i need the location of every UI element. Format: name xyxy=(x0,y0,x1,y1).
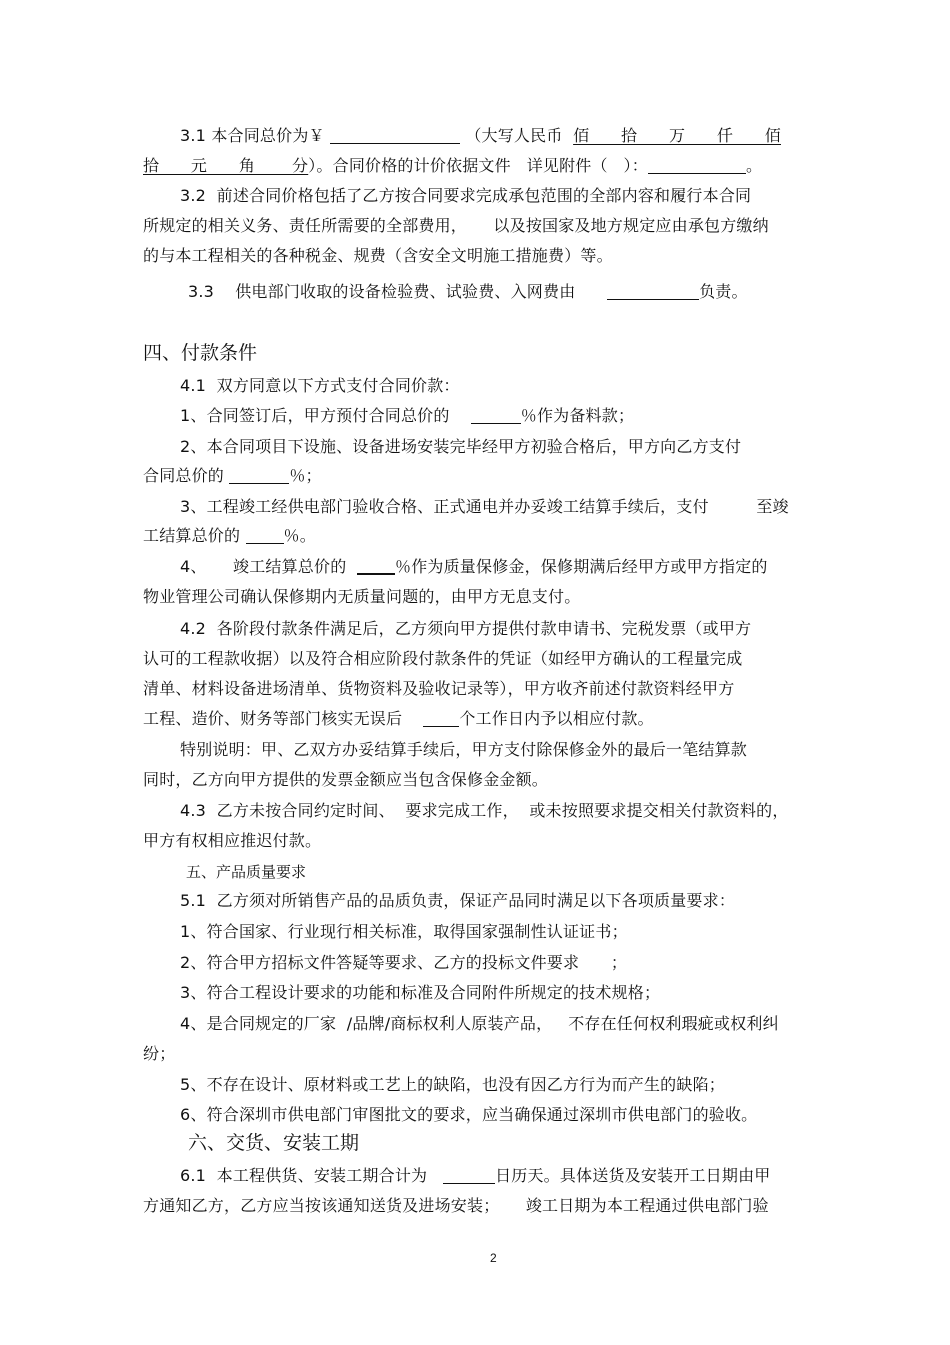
clause-4-1: 4.1 双方同意以下方式支付合同价款： xyxy=(180,376,460,395)
clause-3-1-line-2 xyxy=(143,156,762,176)
item-4-1-4-line-1 xyxy=(180,557,768,577)
text: ）。合同价格的计价依据文件 详见附件（ ）： xyxy=(308,156,648,175)
text: 3、工程竣工经供电部门验收合格、正式通电并办妥竣工结算手续后，支付 xyxy=(180,497,709,516)
blank-responsible-party[interactable] xyxy=(607,283,699,300)
clause-5-1: 5.1 乙方须对所销售产品的品质负责，保证产品同时满足以下各项质量要求： xyxy=(180,891,736,910)
item-5-1-6: 6、符合深圳市供电部门审图批文的要求，应当确保通过深圳市供电部门的验收。 xyxy=(180,1105,758,1124)
text: 6.1 本工程供货、安装工期合计为 xyxy=(180,1166,428,1185)
clause-6-1-line-1 xyxy=(180,1166,770,1186)
clause-4-2-line-3: 清单、材料设备进场清单、货物资料及验收记录等），甲方收齐前述付款资料经甲方 xyxy=(143,679,735,698)
text: 工结算总价的 xyxy=(143,526,241,545)
special-note-line-1: 特别说明：甲、乙双方办妥结算手续后，甲方支付除保修金外的最后一笔结算款 xyxy=(180,740,748,759)
special-note-line-2: 同时，乙方向甲方提供的发票金额应当包含保修金金额。 xyxy=(143,770,549,789)
item-5-1-4-line-1: 4、是合同规定的厂家 /品牌/商标权利人原装产品， 不存在任何权利瑕疵或权利纠 xyxy=(180,1014,779,1033)
clause-4-3-line-1: 4.3 乙方未按合同约定时间、 要求完成工作， 或未按照要求提交相关付款资料的， xyxy=(180,801,789,820)
text: 。 xyxy=(745,156,763,175)
blank-warranty-percent[interactable] xyxy=(357,557,395,575)
blank-install-percent[interactable] xyxy=(229,467,289,484)
clause-3-2-line-3: 的与本工程相关的各种税金、规费（含安全文明施工措施费）等。 xyxy=(143,246,613,265)
text: 日历天。具体送货及安装开工日期由甲 xyxy=(495,1166,771,1185)
text: ％； xyxy=(289,466,322,485)
clause-4-2-line-4 xyxy=(143,709,654,729)
text: 3.1 本合同总价为￥ xyxy=(180,126,325,145)
text: 个工作日内予以相应付款。 xyxy=(459,709,654,728)
text: 工程、造价、财务等部门核实无误后 xyxy=(143,709,403,728)
section-5-title: 五、产品质量要求 xyxy=(186,863,307,881)
item-5-1-2: 2、符合甲方招标文件答疑等要求、乙方的投标文件要求 ； xyxy=(180,953,628,972)
item-4-1-2-line-1: 2、本合同项目下设施、设备进场安装完毕经甲方初验合格后，甲方向乙方支付 xyxy=(180,437,742,456)
clause-3-2-line-2: 所规定的相关义务、责任所需要的全部费用， 以及按国家及地方规定应由承包方缴纳 xyxy=(143,216,769,235)
clause-3-1-line-1 xyxy=(180,126,781,146)
text: 4、 竣工结算总价的 xyxy=(180,557,347,576)
text: 3.3 供电部门收取的设备检验费、试验费、入网费由 xyxy=(188,282,576,301)
item-4-1-1 xyxy=(180,406,634,426)
blank-completion-percent[interactable] xyxy=(246,527,284,544)
clause-4-2-line-1: 4.2 各阶段付款条件满足后，乙方须向甲方提供付款申请书、完税发票（或甲方 xyxy=(180,619,752,638)
blank-attachment[interactable] xyxy=(648,157,746,174)
text: （大写人民币 xyxy=(465,126,563,145)
text: ％作为质量保修金，保修期满后经甲方或甲方指定的 xyxy=(395,557,768,576)
clause-3-2-line-1: 3.2 前述合同价格包括了乙方按合同要求完成承包范围的全部内容和履行本合同 xyxy=(180,186,752,205)
page-number: 2 xyxy=(490,1251,497,1265)
blank-calendar-days[interactable] xyxy=(443,1167,495,1184)
item-5-1-4-line-2: 纷； xyxy=(143,1044,176,1063)
text: ％作为备料款； xyxy=(520,406,635,425)
text: 1、合同签订后，甲方预付合同总价的 xyxy=(180,406,450,425)
section-6-title: 六、交货、安装工期 xyxy=(188,1132,360,1154)
clause-4-3-line-2: 甲方有权相应推迟付款。 xyxy=(143,831,322,850)
item-5-1-5: 5、不存在设计、原材料或工艺上的缺陷，也没有因乙方行为而产生的缺陷； xyxy=(180,1075,725,1094)
amount-in-words-1: 佰 拾 万 仟 佰 xyxy=(573,126,781,145)
text: 负责。 xyxy=(699,282,748,301)
item-4-1-4-line-2: 物业管理公司确认保修期内无质量问题的，由甲方无息支付。 xyxy=(143,587,581,606)
blank-total-price[interactable] xyxy=(330,127,460,144)
clause-6-1-line-2: 方通知乙方，乙方应当按该通知送货及进场安装； 竣工日期为本工程通过供电部门验 xyxy=(143,1196,769,1215)
text: 至竣 xyxy=(756,497,789,516)
item-4-1-3-line-2 xyxy=(143,526,316,546)
text: 合同总价的 xyxy=(143,466,225,485)
section-4-title: 四、付款条件 xyxy=(143,342,258,364)
item-5-1-3: 3、符合工程设计要求的功能和标准及合同附件所规定的技术规格； xyxy=(180,983,661,1002)
clause-3-3 xyxy=(188,282,748,302)
item-5-1-1: 1、符合国家、行业现行相关标准，取得国家强制性认证证书； xyxy=(180,922,628,941)
item-4-1-3-line-1 xyxy=(180,497,789,517)
amount-in-words-2: 拾 元 角 分 xyxy=(143,156,309,175)
clause-4-2-line-2: 认可的工程款收据）以及符合相应阶段付款条件的凭证（如经甲方确认的工程量完成 xyxy=(143,649,743,668)
blank-working-days[interactable] xyxy=(423,710,459,727)
text: ％。 xyxy=(283,526,316,545)
item-4-1-2-line-2 xyxy=(143,466,322,486)
blank-advance-percent[interactable] xyxy=(471,407,521,424)
